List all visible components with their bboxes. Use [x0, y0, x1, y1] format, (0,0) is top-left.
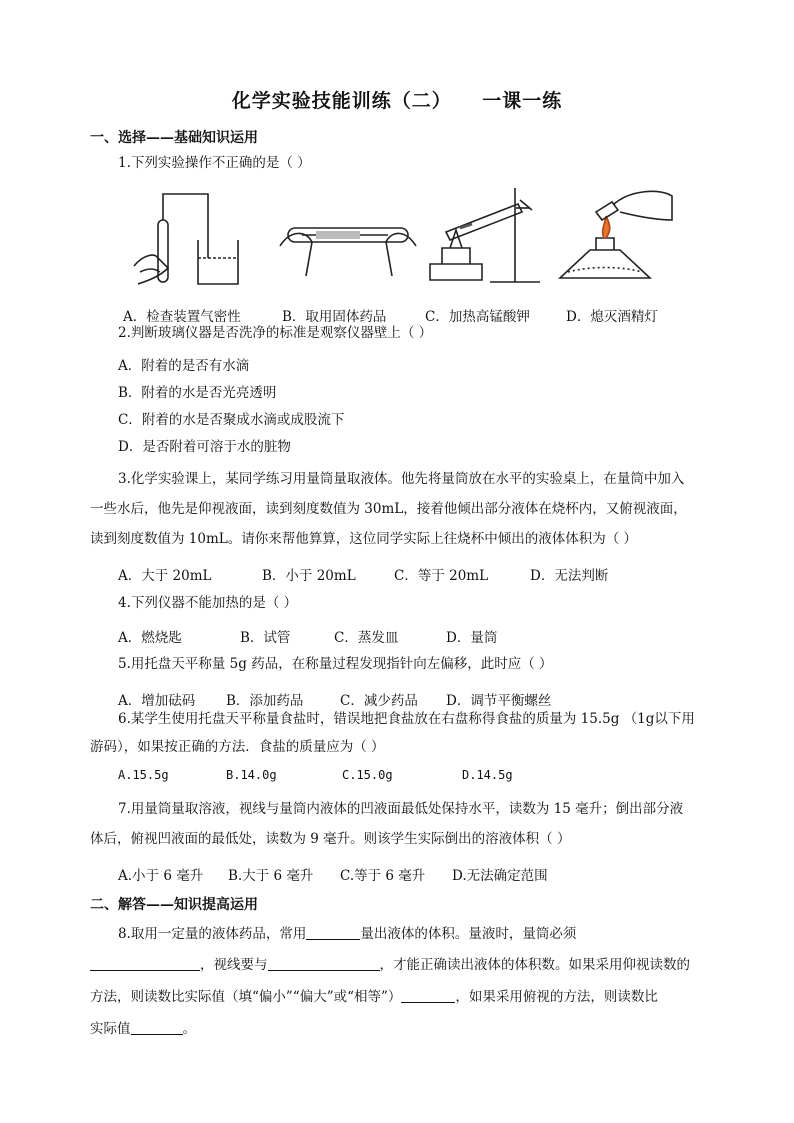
question-7-option-b: B.大于 6 毫升: [228, 868, 314, 884]
question-6-option-b: B.14.0g: [226, 768, 277, 782]
question-2: 2.判断玻璃仪器是否洗净的标准是观察仪器壁上（ ）: [118, 325, 433, 341]
question-7-line-1: 7.用量筒量取溶液，视线与量筒内液体的凹液面最低处保持水平，读数为 15 毫升；倒出部分液: [118, 801, 684, 817]
question-8-line-1: [118, 927, 576, 942]
question-8-text-1b: 量出液体的体积。量液时，量筒必须: [360, 926, 577, 942]
question-4: 4.下列仪器不能加热的是（ ）: [118, 595, 298, 611]
question-2-option-a: A．附着的是否有水滴: [118, 358, 250, 374]
question-6-option-a: A.15.5g: [118, 768, 169, 782]
question-3-option-c: C．等于 20mL: [394, 568, 489, 584]
question-5-option-c: C．减少药品: [340, 693, 418, 709]
solid-reagent-drawing: [280, 228, 416, 276]
question-8-text-4b: 。: [182, 1021, 196, 1037]
question-3-option-a: A．大于 20mL: [118, 568, 212, 584]
question-7-option-a: A.小于 6 毫升: [118, 868, 204, 884]
question-8-blank-5[interactable]: [131, 1022, 183, 1035]
question-3-option-b: B．小于 20mL: [262, 568, 356, 584]
lab-apparatus-figures: [120, 180, 680, 300]
figure-caption-d: D．熄灭酒精灯: [566, 309, 658, 325]
figure-caption-b: B．取用固体药品: [282, 309, 387, 325]
question-6-option-c: C.15.0g: [342, 768, 393, 782]
question-7-option-d: D.无法确定范围: [452, 868, 548, 884]
figure-caption-a: A．检查装置气密性: [123, 309, 241, 325]
page-title: 化学实验技能训练（二） 一课一练: [231, 90, 563, 112]
question-8-blank-3[interactable]: [268, 958, 380, 971]
question-8-line-4: [90, 1022, 196, 1037]
section-2-heading: 二、解答——知识提高运用: [90, 897, 258, 913]
question-8-blank-2[interactable]: [90, 958, 200, 971]
question-8-blank-4[interactable]: [401, 990, 455, 1003]
question-8-text-3a: 方法，则读数比实际值（填“偏小”“偏大”或“相等”）: [90, 989, 402, 1005]
question-8-line-2: [90, 958, 690, 973]
question-1: 1.下列实验操作不正确的是（ ）: [118, 155, 311, 171]
question-5-option-a: A．增加砝码: [118, 693, 196, 709]
question-4-option-d: D．量筒: [446, 630, 498, 646]
question-8-text-2b: ，才能正确读出液体的体积数。如果采用仰视读数的: [379, 957, 690, 973]
question-4-option-a: A．燃烧匙: [118, 630, 182, 646]
question-5: 5.用托盘天平称量 5g 药品，在称量过程发现指针向左偏移，此时应（ ）: [118, 656, 553, 672]
question-8-text-4a: 实际值: [90, 1021, 131, 1037]
question-3-line-2: 一些水后，他先是仰视液面，读到刻度数值为 30mL，接着他倾出部分液体在烧杯内，又俯视液面，: [90, 501, 687, 517]
question-2-option-b: B．附着的水是否光亮透明: [118, 385, 277, 401]
question-5-option-d: D．调节平衡螺丝: [446, 693, 552, 709]
question-3-line-1: 3.化学实验课上，某同学练习用量筒量取液体。他先将量筒放在水平的实验桌上，在量筒中加入: [118, 471, 685, 487]
question-8-text-1a: 8.取用一定量的液体药品，常用: [118, 926, 307, 942]
question-3-option-d: D．无法判断: [530, 568, 609, 584]
question-8-line-3: [90, 990, 658, 1005]
section-1-heading: 一、选择——基础知识运用: [90, 130, 258, 146]
question-7-line-2: 体后，俯视凹液面的最低处，读数为 9 毫升。则该学生实际倒出的溶液体积（ ）: [90, 831, 571, 847]
question-4-option-b: B．试管: [240, 630, 291, 646]
figure-caption-c: C．加热高锰酸钾: [425, 309, 530, 325]
airtightness-check-drawing: [134, 194, 238, 284]
heating-drawing: [430, 188, 540, 282]
question-2-option-d: D．是否附着可溶于水的脏物: [118, 439, 291, 455]
question-7-option-c: C.等于 6 毫升: [340, 868, 426, 884]
question-8-text-3b: ，如果采用俯视的方法，则读数比: [455, 989, 658, 1005]
question-2-option-c: C．附着的水是否聚成水滴或成股流下: [118, 412, 345, 428]
question-4-option-c: C．蒸发皿: [334, 630, 399, 646]
extinguish-lamp-drawing: [560, 191, 672, 278]
question-6-line-2: 游码），如果按正确的方法．食盐的质量应为（ ）: [90, 739, 385, 755]
question-6-option-d: D.14.5g: [462, 768, 513, 782]
question-5-option-b: B．添加药品: [226, 693, 304, 709]
question-8-blank-1[interactable]: [306, 927, 360, 940]
question-8-text-2a: ，视线要与: [200, 957, 268, 973]
question-3-line-3: 读到刻度数值为 10mL。请你来帮他算算，这位同学实际上往烧杯中倾出的液体体积为（ ）: [90, 531, 638, 547]
question-6-line-1: 6.某学生使用托盘天平称量食盐时，错误地把食盐放在右盘称得食盐的质量为 15.5g （1g以下用: [118, 711, 695, 727]
